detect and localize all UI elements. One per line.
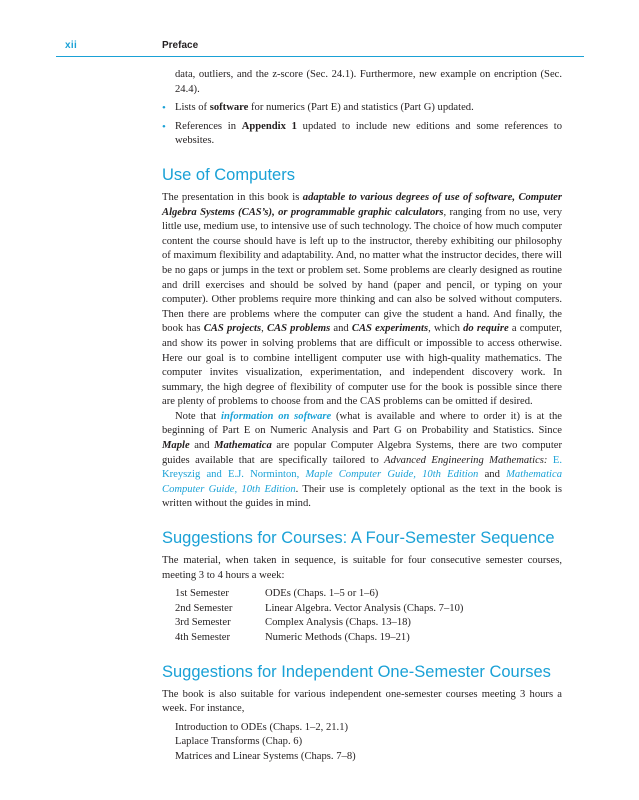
header-rule [56,56,584,57]
section-heading-computers: Use of Computers [162,165,295,184]
table-row: 3rd Semester Complex Analysis (Chaps. 13–18) [175,617,411,629]
table-row: 1st Semester ODEs (Chaps. 1–5 or 1–6) [175,588,379,600]
mathematica-guide-link[interactable]: Mathematica Computer Guide, 10th Edition [162,469,562,495]
course-list [175,721,562,765]
section-heading-one-semester: Suggestions for Independent One-Semester Courses [162,662,551,681]
section-heading-four-semester: Suggestions for Courses: A Four-Semester Sequence [162,529,555,548]
semester-table [175,587,463,645]
four-semester-intro: The material, when taken in sequence, is suitable for four consecutive semester courses, meeting 3 to 4 hours a week: [162,555,562,581]
table-row: 2nd Semester Linear Algebra. Vector Analysis (Chaps. 7–10) [175,602,464,614]
list-item: • Lists of software for numerics (Part E) and statistics (Part G) updated. [162,102,474,115]
list-item: Matrices and Linear Systems (Chaps. 7–8) [175,750,356,762]
continuation-paragraph: data, outliers, and the z-score (Sec. 24.1). Furthermore, new example on encription (Sec. 24.4). [175,69,562,95]
page-number: xii [65,40,78,51]
maple-guide-link[interactable]: E. Kreyszig and E.J. Norminton, Maple Computer Guide, 10th Edition [162,454,562,481]
computers-paragraph-2: Note that information on software (what is available and where to order it) is at the beginning of Part E on Numeric Analysis and Part G on Probability and Statistics. Since Maple and Mathematica are popular Computer Algebra Systems, there are two computer guides available that are specifically tailored to Advanced Engineering Mathematics: E. Kreyszig and E.J. Norminton, Maple Computer Guide, 10th Edition and Mathematica Computer Guide, 10th Edition. Their use is completely optional as the text in the book is written without the guides in mind. [162,410,562,510]
software-info-link[interactable]: information on software [221,410,332,422]
page-body [162,68,562,765]
table-row: 4th Semester Numeric Methods (Chaps. 19–21) [175,632,410,643]
list-item: • References in Appendix 1 updated to include new editions and some references to websites. [162,120,563,147]
list-item: Introduction to ODEs (Chaps. 1–2, 21.1) [175,721,349,733]
one-semester-intro: The book is also suitable for various independent one-semester courses meeting 3 hours a week. For instance, [162,688,562,715]
list-item: Laplace Transforms (Chap. 6) [175,736,303,748]
bullet-icon: • [162,102,166,115]
running-head: Preface [162,40,199,51]
computers-paragraph-1: The presentation in this book is adaptable to various degrees of use of software, Computer Algebra Systems (CAS’s), or programmable graphic calculators, ranging from no use, very little use, medium use, to intensive use of such technology. The choice of how much computer content the course should have is left up to the instructor, thereby exhibiting our philosophy of maximum flexibility and adaptability. And, no matter what the instructor decides, there will be no gaps or jumps in the text or problem set. Some problems are clearly designed as routine and drill exercises and should be solved by hand (paper and pencil, or typing on your computer). Other problems require more thinking and can also be solved without computers. Then there are problems where the computer can give the student a hand. And finally, the book has CAS projects, CAS problems and CAS experiments, which do require a computer, and show its power in solving problems that are difficult or impossible to access otherwise. Here our goal is to combine intelligent computer use with high-quality mathematics. The computer invites visualization, experimentation, and independent discovery work. In summary, the high degree of flexibility of computer use for the book is possible since there are plenty of problems to choose from and the CAS problems can be omitted if desired. [162,191,563,408]
page-header [0,0,639,60]
bullet-icon: • [162,120,166,133]
